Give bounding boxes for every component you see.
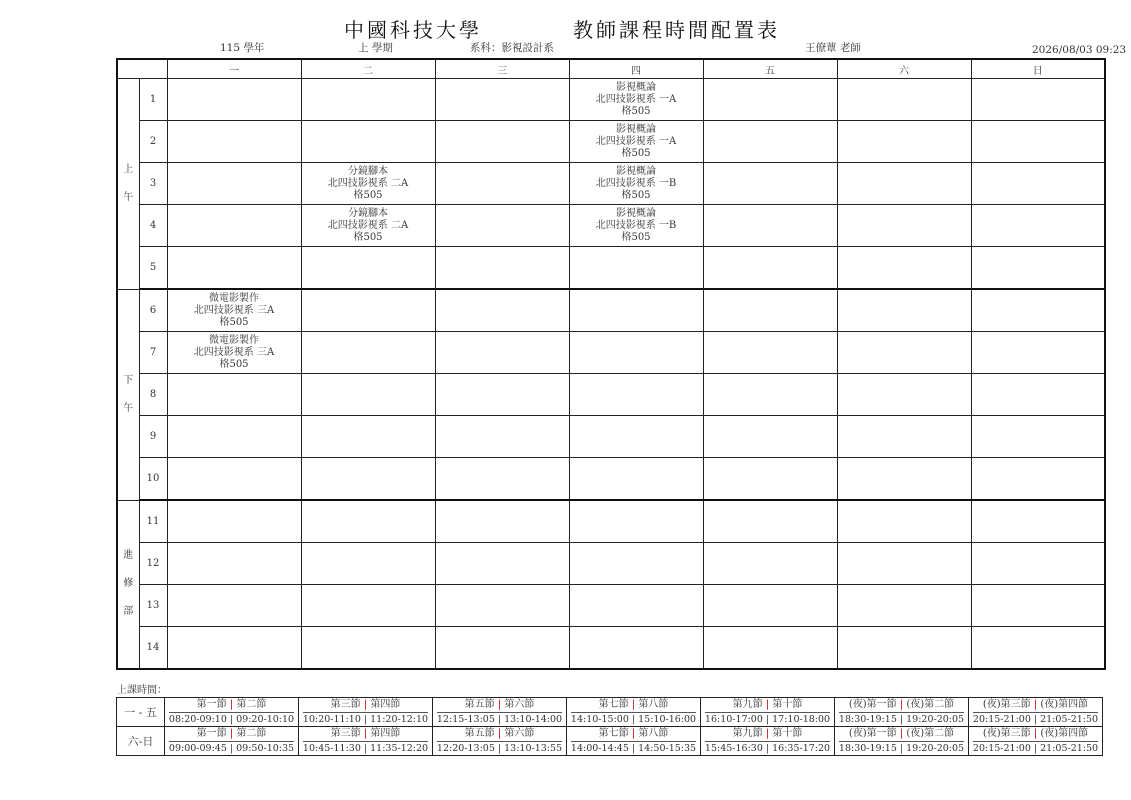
schedule-cell [167,458,301,501]
schedule-cell [703,458,837,501]
schedule-cell [703,416,837,458]
schedule-cell [703,500,837,543]
schedule-cell [703,247,837,290]
schedule-cell [971,585,1105,627]
course-room: 格505 [353,189,383,201]
class-times-table [116,697,1103,756]
class-times-row [117,727,1103,756]
schedule-cell [435,458,569,501]
period-name: 第二節 [236,728,267,739]
schedule-cell [435,416,569,458]
schedule-cell [971,79,1105,121]
course-class: 北四技影視系 一A [595,93,677,105]
session-label [117,500,139,669]
course-class: 北四技影視系 二A [327,177,409,189]
teacher-name: 王僚蕈 老師 [805,42,861,54]
schedule-cell [301,121,435,163]
academic-year: 115 學年 [220,42,265,54]
schedule-cell [837,458,971,501]
semester: 上 學期 [358,42,393,54]
session-label [117,289,139,500]
time-slot [567,698,701,727]
course-room: 格505 [621,231,651,243]
time-slot [969,727,1103,756]
schedule-cell [703,205,837,247]
schedule-cell [167,79,301,121]
period-number: 1 [139,79,167,121]
separator: | [494,728,505,739]
schedule-cell [569,627,703,670]
schedule-cell [435,205,569,247]
slot-periods [169,698,294,713]
slot-periods [437,727,562,742]
separator: | [226,699,237,710]
course-class: 北四技影視系 一B [595,219,677,231]
slot-periods [169,727,294,742]
schedule-cell [569,289,703,332]
period-name: (夜)第三節 [982,699,1031,710]
period-name: 第四節 [370,728,401,739]
schedule-cell [301,79,435,121]
slot-times: 16:10-17:00 | 17:10-18:00 [704,714,831,725]
course-name: 微電影製作 [209,292,259,304]
period-number: 9 [139,416,167,458]
period-name: 第八節 [638,699,669,710]
schedule-cell [435,289,569,332]
separator: | [762,728,773,739]
schedule-cell [837,374,971,416]
period-name: (夜)第四節 [1040,699,1089,710]
schedule-cell [167,247,301,290]
schedule-cell [703,121,837,163]
schedule-cell [435,543,569,585]
period-name: 第十節 [772,728,803,739]
separator: | [762,699,773,710]
schedule-cell [837,79,971,121]
schedule-cell [971,374,1105,416]
course-class: 北四技影視系 一A [595,135,677,147]
period-number: 8 [139,374,167,416]
schedule-cell [301,627,435,670]
slot-periods [839,727,964,742]
period-name: 第九節 [732,699,763,710]
slot-times: 20:15-21:00 | 21:05-21:50 [972,714,1099,725]
weekday-range: 一 - 五 [117,698,165,727]
separator: | [628,699,639,710]
schedule-cell [167,163,301,205]
schedule-cell [167,585,301,627]
session-char: 進 [123,550,134,562]
session-char: 午 [123,191,134,203]
schedule-cell [167,500,301,543]
course-cell [301,205,435,247]
period-name: (夜)第一節 [848,699,897,710]
period-name: (夜)第二節 [906,699,955,710]
time-slot [701,698,835,727]
document-title: 教師課程時間配置表 [573,18,780,42]
period-name: 第八節 [638,728,669,739]
course-cell [569,79,703,121]
time-slot [567,727,701,756]
schedule-cell [569,374,703,416]
period-row [117,500,1105,543]
schedule-cell [167,121,301,163]
time-slot [299,727,433,756]
class-times-body [117,698,1103,756]
schedule-cell [435,247,569,290]
day-header: 一 [167,59,301,79]
corner-cell [117,59,167,79]
schedule-cell [435,332,569,374]
schedule-cell [301,585,435,627]
schedule-cell [703,585,837,627]
schedule-cell [301,247,435,290]
schedule-cell [971,627,1105,670]
schedule-cell [435,79,569,121]
slot-periods [303,698,428,713]
period-name: 第七節 [598,699,629,710]
slot-periods [303,727,428,742]
period-row [117,247,1105,290]
session-char: 午 [123,402,134,414]
day-header: 二 [301,59,435,79]
schedule-cell [837,500,971,543]
schedule-cell [569,247,703,290]
time-slot [165,698,299,727]
class-times-label: 上課時間： [117,685,167,696]
schedule-cell [301,374,435,416]
period-row [117,332,1105,374]
course-room: 格505 [219,316,249,328]
period-row [117,416,1105,458]
slot-periods [705,698,830,713]
period-number: 13 [139,585,167,627]
course-name: 影視概論 [616,165,656,177]
course-class: 北四技影視系 二A [327,219,409,231]
schedule-cell [301,458,435,501]
separator: | [896,728,907,739]
schedule-cell [569,585,703,627]
schedule-cell [167,627,301,670]
course-name: 微電影製作 [209,334,259,346]
schedule-cell [569,458,703,501]
period-name: (夜)第一節 [848,728,897,739]
session-char: 下 [123,374,134,386]
weekday-range: 六-日 [117,727,165,756]
schedule-cell [703,79,837,121]
slot-times: 12:20-13:05 | 13:10-13:55 [436,743,563,754]
slot-times: 09:00-09:45 | 09:50-10:35 [168,743,295,754]
schedule-cell [569,543,703,585]
session-char: 修 [123,578,134,590]
period-number: 3 [139,163,167,205]
schedule-cell [167,416,301,458]
period-name: 第十節 [772,699,803,710]
schedule-cell [301,289,435,332]
department: 系科：影視設計系 [470,42,554,54]
schedule-cell [971,416,1105,458]
period-name: (夜)第三節 [982,728,1031,739]
schedule-cell [301,332,435,374]
time-slot [835,698,969,727]
course-name: 影視概論 [616,207,656,219]
course-class: 北四技影視系 三A [193,346,275,358]
period-number: 14 [139,627,167,670]
session-label [117,79,139,290]
session-char: 部 [123,606,134,618]
course-cell [167,332,301,374]
schedule-cell [837,543,971,585]
schedule-cell [971,289,1105,332]
period-row [117,121,1105,163]
course-name: 影視概論 [616,123,656,135]
schedule-cell [971,163,1105,205]
course-class: 北四技影視系 一B [595,177,677,189]
period-name: 第三節 [330,728,361,739]
print-timestamp: 2026/08/03 09:23 [1032,44,1127,56]
separator: | [1030,728,1041,739]
course-name: 分鏡腳本 [348,165,388,177]
schedule-cell [971,205,1105,247]
course-cell [569,205,703,247]
schedule-cell [837,332,971,374]
schedule-cell [569,332,703,374]
period-name: 第六節 [504,699,535,710]
schedule-cell [301,500,435,543]
time-slot [165,727,299,756]
period-row [117,585,1105,627]
school-name: 中國科技大學 [344,18,482,42]
slot-times: 12:15-13:05 | 13:10-14:00 [436,714,563,725]
schedule-cell [837,205,971,247]
period-name: 第五節 [464,699,495,710]
schedule-cell [971,543,1105,585]
course-cell [569,163,703,205]
slot-times: 14:00-14:45 | 14:50-15:35 [570,743,697,754]
slot-times: 08:20-09:10 | 09:20-10:10 [168,714,295,725]
schedule-cell [971,332,1105,374]
time-slot [433,727,567,756]
schedule-cell [703,163,837,205]
slot-times: 14:10-15:00 | 15:10-16:00 [570,714,697,725]
slot-periods [437,698,562,713]
schedule-cell [435,121,569,163]
schedule-cell [837,247,971,290]
separator: | [1030,699,1041,710]
period-name: 第四節 [370,699,401,710]
time-slot [835,727,969,756]
course-room: 格505 [621,147,651,159]
schedule-cell [167,374,301,416]
period-row [117,205,1105,247]
schedule-cell [837,585,971,627]
timetable-grid [116,58,1106,670]
slot-periods [839,698,964,713]
schedule-cell [837,627,971,670]
schedule-cell [703,543,837,585]
separator: | [494,699,505,710]
period-name: 第九節 [732,728,763,739]
course-cell [569,121,703,163]
period-name: 第七節 [598,728,629,739]
slot-periods [571,698,696,713]
session-char: 上 [123,163,134,175]
slot-periods [705,727,830,742]
schedule-cell [301,416,435,458]
course-room: 格505 [219,358,249,370]
separator: | [896,699,907,710]
time-slot [433,698,567,727]
period-number: 10 [139,458,167,501]
separator: | [360,699,371,710]
separator: | [360,728,371,739]
period-name: (夜)第二節 [906,728,955,739]
period-name: 第六節 [504,728,535,739]
course-name: 影視概論 [616,81,656,93]
schedule-cell [971,458,1105,501]
course-name: 分鏡腳本 [348,207,388,219]
period-name: 第三節 [330,699,361,710]
course-class: 北四技影視系 三A [193,304,275,316]
period-number: 11 [139,500,167,543]
slot-times: 20:15-21:00 | 21:05-21:50 [972,743,1099,754]
schedule-cell [435,500,569,543]
day-header: 五 [703,59,837,79]
slot-periods [973,727,1098,742]
timetable-body [117,79,1105,670]
day-header: 日 [971,59,1105,79]
schedule-cell [435,627,569,670]
period-name: 第五節 [464,728,495,739]
period-name: 第二節 [236,699,267,710]
slot-times: 10:20-11:10 | 11:20-12:10 [302,714,429,725]
period-number: 2 [139,121,167,163]
period-row [117,374,1105,416]
time-slot [701,727,835,756]
period-name: (夜)第四節 [1040,728,1089,739]
period-row [117,627,1105,670]
course-room: 格505 [621,189,651,201]
slot-times: 10:45-11:30 | 11:35-12:20 [302,743,429,754]
schedule-cell [703,374,837,416]
period-row [117,163,1105,205]
period-number: 5 [139,247,167,290]
time-slot [969,698,1103,727]
slot-times: 15:45-16:30 | 16:35-17:20 [704,743,831,754]
schedule-cell [971,121,1105,163]
period-row [117,289,1105,332]
slot-periods [571,727,696,742]
schedule-cell [837,416,971,458]
period-row [117,79,1105,121]
schedule-cell [971,247,1105,290]
day-header-row [117,59,1105,79]
schedule-cell [703,289,837,332]
schedule-cell [837,121,971,163]
slot-periods [973,698,1098,713]
schedule-cell [837,289,971,332]
course-cell [301,163,435,205]
period-number: 7 [139,332,167,374]
day-header: 四 [569,59,703,79]
schedule-cell [703,332,837,374]
schedule-cell [837,163,971,205]
schedule-cell [703,627,837,670]
separator: | [226,728,237,739]
course-cell [167,289,301,332]
schedule-cell [971,500,1105,543]
day-header: 六 [837,59,971,79]
schedule-cell [569,416,703,458]
slot-times: 18:30-19:15 | 19:20-20:05 [838,714,965,725]
period-row [117,458,1105,501]
slot-times: 18:30-19:15 | 19:20-20:05 [838,743,965,754]
schedule-cell [435,374,569,416]
period-number: 6 [139,289,167,332]
period-name: 第一節 [196,699,227,710]
separator: | [628,728,639,739]
schedule-cell [167,205,301,247]
period-number: 4 [139,205,167,247]
period-row [117,543,1105,585]
day-header: 三 [435,59,569,79]
schedule-cell [167,543,301,585]
schedule-cell [435,585,569,627]
period-name: 第一節 [196,728,227,739]
schedule-cell [301,543,435,585]
time-slot [299,698,433,727]
schedule-cell [435,163,569,205]
schedule-cell [569,500,703,543]
course-room: 格505 [621,105,651,117]
course-room: 格505 [353,231,383,243]
period-number: 12 [139,543,167,585]
class-times-row [117,698,1103,727]
